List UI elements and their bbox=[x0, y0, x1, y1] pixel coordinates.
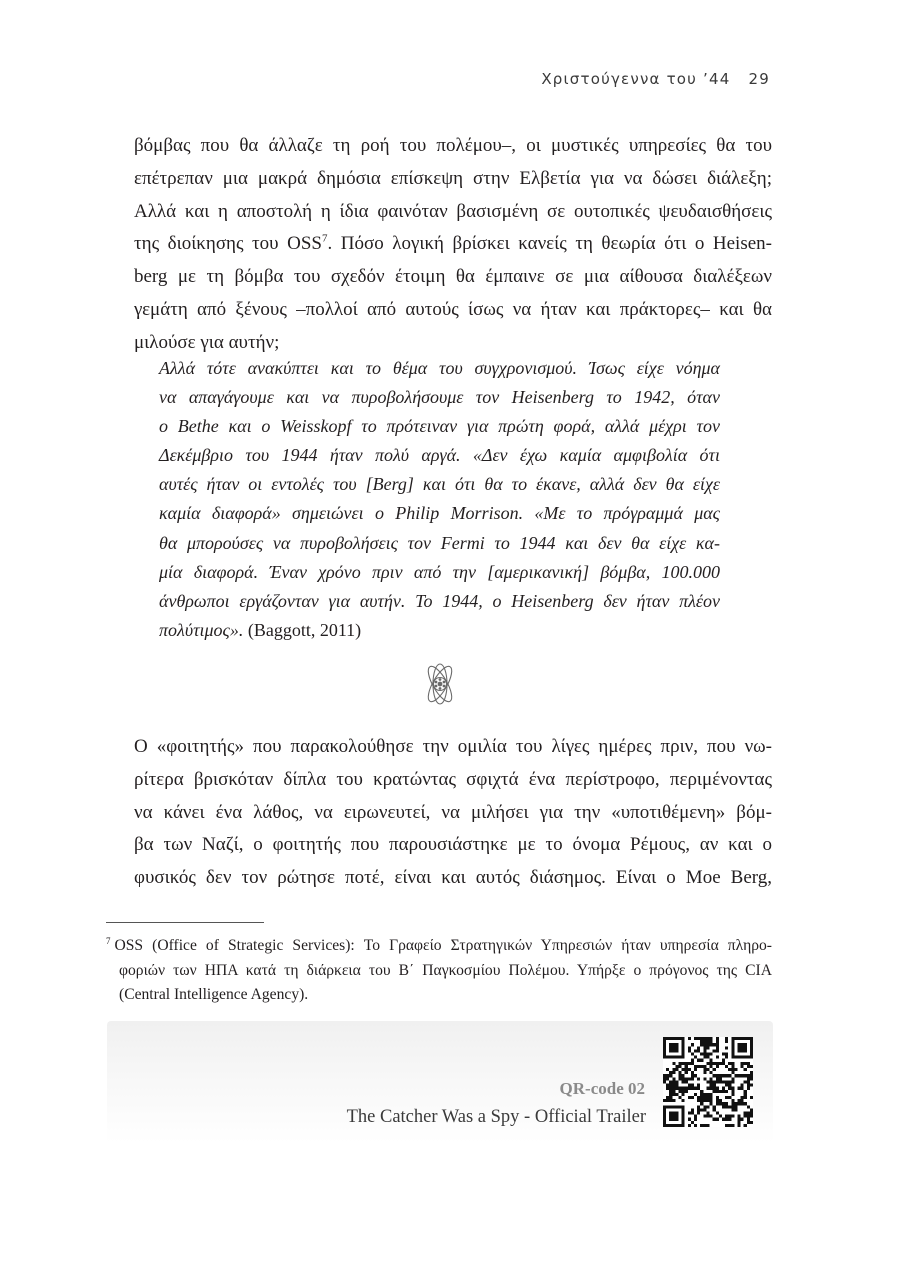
quote-line: αυτές ήταν οι εντολές του [Berg] και ότι θα το έκανε, αλλά δεν θα είχε bbox=[159, 474, 720, 495]
qr-caption: The Catcher Was a Spy - Official Trailer bbox=[346, 1107, 646, 1127]
footnote-marker: 7 bbox=[106, 935, 111, 946]
body-paragraph-1 bbox=[134, 130, 772, 360]
footnote-reference[interactable]: 7 bbox=[321, 233, 328, 246]
body-paragraph-2 bbox=[134, 731, 772, 895]
text-line: berg με τη βόμβα του σχεδόν έτοιμη θα έμπαινε σε μια αίθουσα διαλέξεων bbox=[134, 266, 772, 288]
footnote-line: (Central Intelligence Agency). bbox=[119, 986, 309, 1003]
qr-code-icon[interactable] bbox=[663, 1037, 753, 1127]
quote-line: ο Bethe και ο Weisskopf το πρότειναν για πρώτη φορά, αλλά μέχρι τον bbox=[159, 416, 720, 437]
footnote bbox=[106, 934, 772, 1008]
footnote-divider bbox=[106, 922, 264, 923]
block-quote bbox=[159, 354, 720, 645]
running-head bbox=[541, 70, 770, 88]
footnote-line: φοριών των ΗΠΑ κατά τη διάρκεια του Β΄ Παγκοσμίου Πολέμου. Υπήρξε ο πρόγονος της CIA bbox=[119, 961, 772, 979]
footnote-line bbox=[106, 934, 772, 959]
qr-title: QR-code 02 bbox=[559, 1079, 645, 1098]
text-fragment: . Πόσο λογική βρίσκει κανείς τη θεωρία ότι ο Heisen- bbox=[327, 233, 772, 255]
quote-line: Αλλά τότε ανακύπτει και το θέμα του συγχρονισμού. Ίσως είχε νόημα bbox=[159, 358, 720, 378]
quote-line: μία διαφορά. Έναν χρόνο πριν από την [αμερικανική] βόμβα, 100.000 bbox=[159, 561, 720, 582]
quote-line: άνθρωποι εργάζονταν για αυτήν. Το 1944, ο Heisenberg δεν ήταν πλέον bbox=[159, 590, 720, 611]
text-line: γεμάτη από ξένους –πολλοί από αυτούς ίσως να ήταν και πράκτορες– και θα bbox=[134, 298, 772, 320]
text-line: βα των Ναζί, ο φοιτητής που παρουσιάστηκε με το όνομα Ρέμους, αν και ο bbox=[134, 834, 772, 856]
footnote-text: OSS (Office of Strategic Services): Το Γραφείο Στρατηγικών Υπηρεσιών ήταν υπηρεσία πληρο- bbox=[114, 937, 772, 954]
quote-line bbox=[159, 616, 720, 645]
text-line: επέτρεπαν μια μακρά δημόσια επίσκεψη στην Ελβετία για να δώσει διάλεξη; bbox=[134, 167, 772, 189]
page-number: 29 bbox=[748, 70, 770, 88]
text-line bbox=[134, 228, 772, 261]
quote-citation: (Baggott, 2011) bbox=[243, 619, 362, 640]
text-line: να κάνει ένα λάθος, να ειρωνευτεί, να μιλήσει για την «υποτιθέμενη» βόμ- bbox=[134, 801, 772, 823]
quote-line: καμία διαφορά» σημειώνει ο Philip Morrison. «Με το πρόγραμμά μας bbox=[159, 503, 720, 524]
quote-line: να απαγάγουμε και να πυροβολήσουμε τον Heisenberg το 1942, όταν bbox=[159, 387, 720, 408]
text-line: μιλούσε για αυτήν; bbox=[134, 331, 280, 353]
atom-icon bbox=[418, 658, 462, 710]
quote-fragment: πολύτιμος». bbox=[159, 619, 244, 640]
quote-line: θα μπορούσες να πυροβολήσεις τον Fermi το 1944 και δεν θα είχε κα- bbox=[159, 532, 720, 553]
text-line: Ο «φοιτητής» που παρακολούθησε την ομιλία του λίγες ημέρες πριν, που νω- bbox=[134, 736, 772, 757]
text-fragment: της διοίκησης του OSS bbox=[134, 233, 322, 255]
quote-line: Δεκέμβριο του 1944 ήταν πολύ αργά. «Δεν έχω καμία αμφιβολία ότι bbox=[159, 445, 720, 466]
text-line: φυσικός δεν τον ρώτησε ποτέ, είναι και αυτός διάσημος. Είναι ο Moe Berg, bbox=[134, 867, 772, 889]
text-line: Αλλά και η αποστολή η ίδια φαινόταν βασισμένη σε ουτοπικές ψευδαισθήσεις bbox=[134, 200, 772, 222]
text-line: βόμβας που θα άλλαζε τη ροή του πολέμου–, οι μυστικές υπηρεσίες θα του bbox=[134, 135, 772, 156]
running-title: Χριστούγεννα του ’44 bbox=[541, 70, 731, 88]
text-line: ρίτερα βρισκόταν δίπλα του κρατώντας σφιχτά ένα περίστροφο, περιμένοντας bbox=[134, 768, 772, 790]
